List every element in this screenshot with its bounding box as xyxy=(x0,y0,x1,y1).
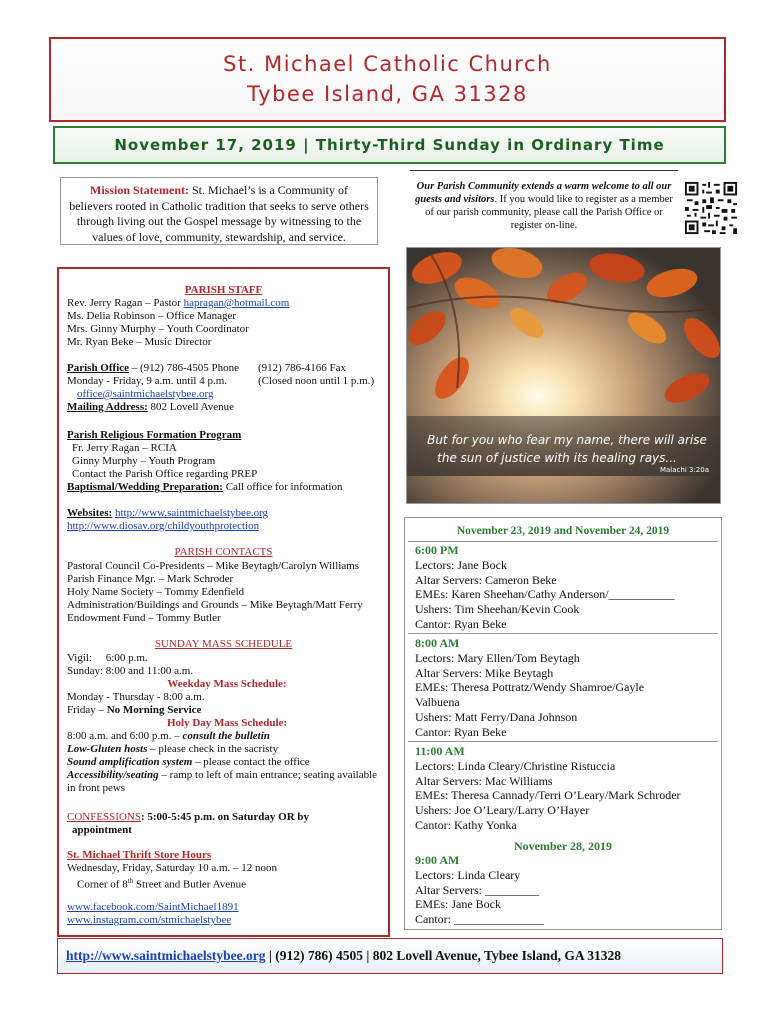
mission-statement xyxy=(60,177,378,245)
staff-list xyxy=(67,297,387,349)
pastor-email-link[interactable]: hapragan@hotmail.com xyxy=(183,297,290,309)
office-email-link[interactable]: office@saintmichaelstybee.org xyxy=(77,388,214,400)
mass-11am-servers: Altar Servers: Mac Williams xyxy=(415,773,553,788)
mass-11am-ushers: Ushers: Joe O’Leary/Larry O’Hayer xyxy=(415,803,590,818)
access-bold: Accessibility/seating xyxy=(67,769,159,781)
formation-prep: Contact the Parish Office regarding PREP xyxy=(72,468,258,480)
mass-heading: SUNDAY MASS SCHEDULE xyxy=(154,638,293,650)
office-label: Parish Office xyxy=(67,362,130,374)
staff-pastor xyxy=(67,297,387,310)
baptism-label: Baptismal/Wedding Preparation: xyxy=(67,481,223,493)
schedule-divider-3 xyxy=(408,741,718,742)
weekday-mon-thu: Monday - Thursday - 8:00 a.m. xyxy=(67,691,205,703)
confessions xyxy=(67,811,387,837)
contact-finance: Parish Finance Mgr. – Mark Schroder xyxy=(67,573,234,585)
footer-address: 802 Lovell Avenue, Tybee Island, GA 31328 xyxy=(372,948,621,963)
mass-11am-cantor: Cantor: Kathy Yonka xyxy=(415,817,517,832)
church-location: Tybee Island, GA 31328 xyxy=(247,82,528,106)
mass-9am-servers: Altar Servers: _________ xyxy=(415,882,539,897)
staff-office-manager: Ms. Delia Robinson – Office Manager xyxy=(67,310,237,322)
mass-8am-cantor: Cantor: Ryan Beke xyxy=(415,724,507,739)
formation-youth: Ginny Murphy – Youth Program xyxy=(72,455,216,467)
gluten-bold: Low-Gluten hosts xyxy=(67,743,148,755)
baptism-value: Call office for information xyxy=(222,481,343,493)
access-note xyxy=(67,769,387,795)
instagram-link[interactable]: www.instagram.com/stmichaelstybee xyxy=(67,914,232,926)
thrift-location-post: Street and Butler Avenue xyxy=(133,878,246,891)
mass-6pm-time: 6:00 PM xyxy=(415,543,459,557)
friday-text: Friday – xyxy=(67,704,107,716)
social-links xyxy=(67,901,387,927)
facebook-link[interactable]: www.facebook.com/SaintMichael1891 xyxy=(67,901,239,913)
mass-11am-lectors: Lectors: Linda Cleary/Christine Ristuccia xyxy=(415,758,616,773)
mass-9am-lectors: Lectors: Linda Cleary xyxy=(415,867,521,882)
mass-8am-emes-cont: Valbuena xyxy=(415,695,460,710)
staff-heading: PARISH STAFF xyxy=(184,284,263,296)
thrift-location xyxy=(67,875,387,892)
sound-bold: Sound amplification system xyxy=(67,756,193,768)
footer-sep-1: | xyxy=(265,948,276,963)
photo-citation: Malachi 3:20a xyxy=(659,466,709,474)
office-hours: Monday - Friday, 9 a.m. until 4 p.m. xyxy=(67,375,227,387)
photo-quote-line2: the sun of justice with its healing rays... xyxy=(437,451,677,465)
sound-note xyxy=(67,756,387,769)
confessions-label: CONFESSIONS xyxy=(67,811,141,823)
contact-holy-name: Holy Name Society – Tommy Edenfield xyxy=(67,586,245,598)
photo-quote-line1: But for you who fear my name, there will arise xyxy=(427,433,707,447)
holy-day-times xyxy=(67,730,387,743)
mass-8am-lectors: Lectors: Mary Ellen/Tom Beytagh xyxy=(415,650,580,665)
mass-11am xyxy=(415,744,720,833)
website-diocese-link[interactable]: http://www.diosav.org/childyouthprotection xyxy=(67,520,260,532)
mass-9am-time: 9:00 AM xyxy=(415,853,460,867)
mass-schedule xyxy=(67,652,387,795)
websites-section xyxy=(67,507,387,533)
welcome-text: . If you would like to register as a member of our parish community, please call the Parish Office or register on-line. xyxy=(425,194,673,231)
contact-council: Pastoral Council Co-Presidents – Mike Beytagh/Carolyn Williams xyxy=(67,560,360,572)
contact-endowment: Endowment Fund – Tommy Butler xyxy=(67,612,221,624)
contact-buildings: Administration/Buildings and Grounds – Mike Beytagh/Matt Ferry xyxy=(67,599,363,611)
mass-6pm-cantor: Cantor: Ryan Beke xyxy=(415,616,507,631)
autumn-leaves-photo xyxy=(406,247,721,504)
office-fax: (912) 786-4166 Fax xyxy=(258,362,346,374)
footer-sep-2: | xyxy=(366,948,373,963)
mass-6pm-lectors: Lectors: Jane Bock xyxy=(415,557,507,572)
mass-sunday: Sunday: 8:00 and 11:00 a.m. xyxy=(67,665,194,677)
staff-youth-coordinator: Mrs. Ginny Murphy – Youth Coordinator xyxy=(67,323,249,335)
date-banner: November 17, 2019 | Thirty-Third Sunday in Ordinary Time xyxy=(53,126,726,164)
gluten-note xyxy=(67,743,387,756)
mass-6pm-emes: EMEs: Karen Sheehan/Cathy Anderson/___________ xyxy=(415,587,675,602)
mass-6pm xyxy=(415,543,720,632)
thrift-location-pre: Corner of 8 xyxy=(77,878,128,891)
thrift-heading: St. Michael Thrift Store Hours xyxy=(67,849,212,861)
holy-day-heading: Holy Day Mass Schedule: xyxy=(166,717,288,729)
qr-code-icon[interactable] xyxy=(683,180,739,236)
mass-9am-cantor: Cantor: _______________ xyxy=(415,912,544,927)
holy-day-bold: consult the bulletin xyxy=(182,730,270,742)
websites-label: Websites: xyxy=(67,507,113,519)
welcome-divider xyxy=(410,170,678,171)
gluten-text: – please check in the sacristy xyxy=(147,743,279,755)
contacts-list xyxy=(67,560,387,625)
welcome-note xyxy=(410,180,678,232)
pastor-text: Rev. Jerry Ragan – Pastor xyxy=(67,297,184,309)
friday-bold: No Morning Service xyxy=(106,704,202,716)
welcome-bold: Our Parish Community extends a warm welcome to all our guests and visitors xyxy=(415,181,672,205)
nov28-heading: November 28, 2019 xyxy=(513,839,613,853)
schedule-divider-2 xyxy=(408,633,718,634)
formation-rcia: Fr. Jerry Ragan – RCIA xyxy=(72,442,177,454)
mass-11am-emes: EMEs: Theresa Cannady/Terri O’Leary/Mark Schroder xyxy=(415,788,681,803)
mailing-address: 802 Lovell Avenue xyxy=(147,401,235,413)
thrift-store xyxy=(67,849,387,892)
mass-9am xyxy=(415,853,720,927)
mission-text: St. Michael’s is a Community of believers rooted in Catholic tradition that seeks to serve others through living out the Gospel message by witnessing to the values of love, community, stewardship, and service. xyxy=(69,183,369,244)
mass-9am-emes: EMEs: Jane Bock xyxy=(415,897,501,912)
weekday-heading: Weekday Mass Schedule: xyxy=(167,678,287,690)
website-parish-link[interactable]: http://www.saintmichaelstybee.org xyxy=(114,507,269,519)
footer-bar xyxy=(57,938,723,974)
formation-heading: Parish Religious Formation Program xyxy=(67,429,242,441)
mass-8am xyxy=(415,636,720,740)
sound-text: – please contact the office xyxy=(192,756,310,768)
contacts-heading: PARISH CONTACTS xyxy=(174,546,273,558)
staff-music-director: Mr. Ryan Beke – Music Director xyxy=(67,336,212,348)
mailing-label: Mailing Address: xyxy=(67,401,148,413)
autumn-leaves-image xyxy=(407,248,720,503)
footer-website-link[interactable]: http://www.saintmichaelstybee.org xyxy=(66,948,266,963)
thrift-hours: Wednesday, Friday, Saturday 10 a.m. – 12 noon xyxy=(67,862,278,874)
header-banner xyxy=(49,37,726,122)
mission-label: Mission Statement: xyxy=(90,183,189,197)
mass-8am-servers: Altar Servers: Mike Beytagh xyxy=(415,665,554,680)
thrift-location-sup: th xyxy=(127,877,134,885)
schedule-heading: November 23, 2019 and November 24, 2019 xyxy=(456,525,670,537)
footer-phone: (912) 786) 4505 xyxy=(275,948,367,963)
schedule-divider-1 xyxy=(408,541,718,542)
mass-11am-time: 11:00 AM xyxy=(415,744,465,758)
mass-6pm-servers: Altar Servers: Cameron Beke xyxy=(415,572,557,587)
weekday-friday xyxy=(67,704,387,717)
access-text: – ramp to left of main entrance; seating available in front pews xyxy=(67,769,378,794)
mass-6pm-ushers: Ushers: Tim Sheehan/Kevin Cook xyxy=(415,602,580,617)
confessions-text2: appointment xyxy=(72,824,132,836)
mass-8am-ushers: Ushers: Matt Ferry/Dana Johnson xyxy=(415,709,578,724)
confessions-text: : 5:00-5:45 p.m. on Saturday OR by xyxy=(140,811,310,823)
mass-8am-emes: EMEs: Theresa Pottratz/Wendy Shamroe/Gayle xyxy=(415,680,645,695)
church-name: St. Michael Catholic Church xyxy=(223,52,552,76)
formation-section xyxy=(67,429,387,494)
mass-vigil: Vigil: 6:00 p.m. xyxy=(67,652,148,664)
holy-day-text: 8:00 a.m. and 6:00 p.m. – xyxy=(67,730,183,742)
office-phone: – (912) 786-4505 Phone xyxy=(129,362,240,374)
office-closed: (Closed noon until 1 p.m.) xyxy=(258,375,375,387)
mass-8am-time: 8:00 AM xyxy=(415,636,460,650)
